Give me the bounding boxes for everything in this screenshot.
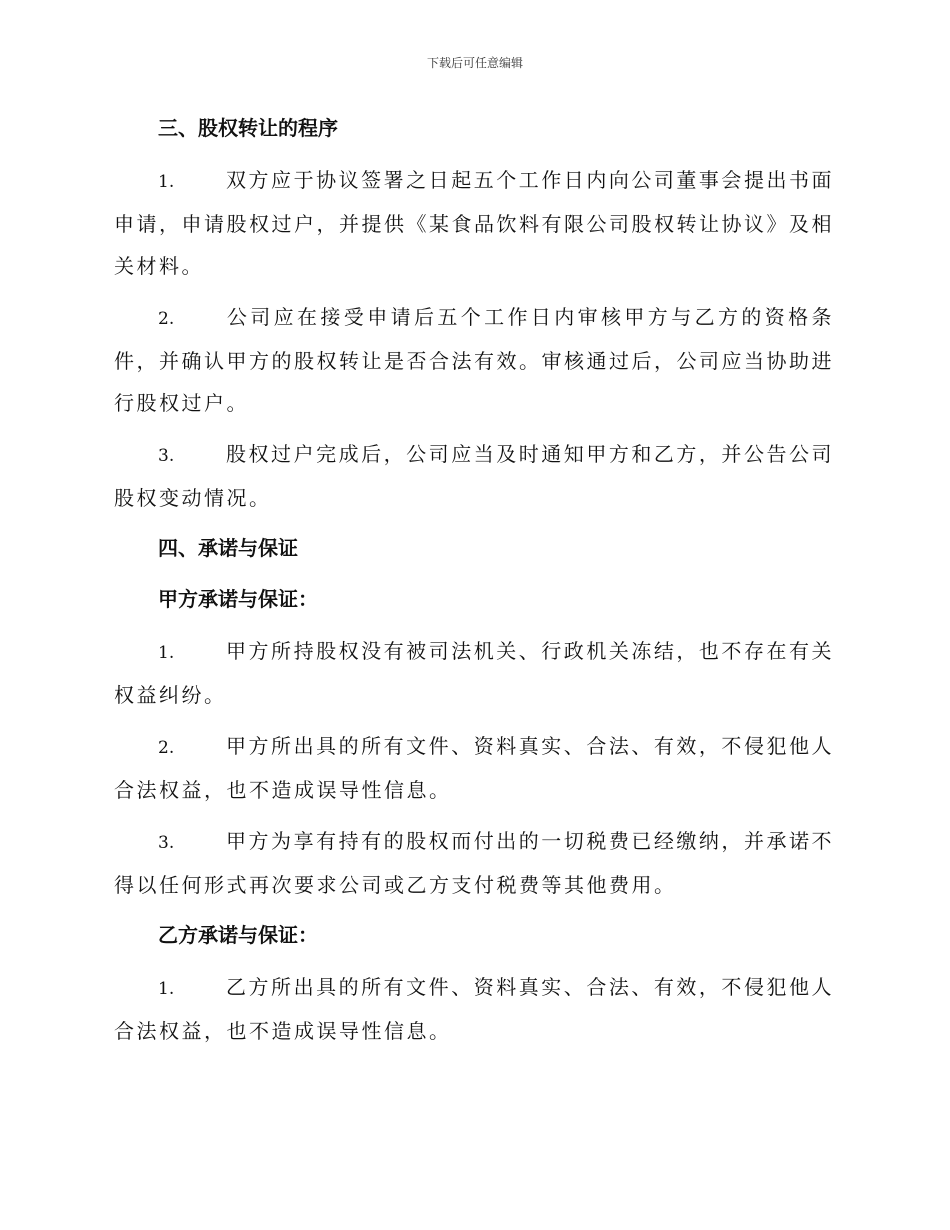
item-text: 乙方所出具的所有文件、资料真实、合法、有效，不侵犯他人合法权益，也不造成误导性信息。	[114, 975, 834, 1043]
document-body	[114, 108, 834, 1061]
item-number: 1.	[158, 979, 175, 999]
section-heading-warranty: 四、承诺与保证	[158, 536, 298, 560]
procedure-item-3	[114, 433, 834, 519]
party-b-item-1	[114, 966, 834, 1052]
section-heading-procedure: 三、股权转让的程序	[158, 116, 338, 140]
item-number: 2.	[158, 309, 175, 329]
item-text: 甲方为享有持有的股权而付出的一切税费已经缴纳，并承诺不得以任何形式再次要求公司或乙方支付税费等其他费用。	[114, 829, 834, 897]
procedure-item-1	[114, 159, 834, 287]
item-text: 甲方所出具的所有文件、资料真实、合法、有效，不侵犯他人合法权益，也不造成误导性信息。	[114, 734, 834, 802]
item-number: 3.	[158, 833, 175, 853]
item-number: 1.	[158, 172, 175, 192]
page-header: 下载后可任意编辑	[426, 56, 523, 70]
item-number: 2.	[158, 738, 175, 758]
item-text: 甲方所持股权没有被司法机关、行政机关冻结，也不存在有关权益纠纷。	[114, 639, 834, 707]
item-text: 公司应在接受申请后五个工作日内审核甲方与乙方的资格条件，并确认甲方的股权转让是否合法有效。审核通过后，公司应当协助进行股权过户。	[114, 305, 834, 415]
item-text: 股权过户完成后，公司应当及时通知甲方和乙方，并公告公司股权变动情况。	[114, 442, 834, 510]
item-number: 3.	[158, 446, 175, 466]
item-number: 1.	[158, 643, 175, 663]
party-a-item-1	[114, 630, 834, 716]
item-text: 双方应于协议签署之日起五个工作日内向公司董事会提出书面申请，申请股权过户，并提供《某食品饮料有限公司股权转让协议》及相关材料。	[114, 168, 834, 278]
party-a-heading: 甲方承诺与保证：	[158, 587, 318, 611]
party-a-item-2	[114, 725, 834, 811]
party-a-item-3	[114, 820, 834, 906]
procedure-item-2	[114, 296, 834, 424]
party-b-heading: 乙方承诺与保证：	[158, 923, 318, 947]
